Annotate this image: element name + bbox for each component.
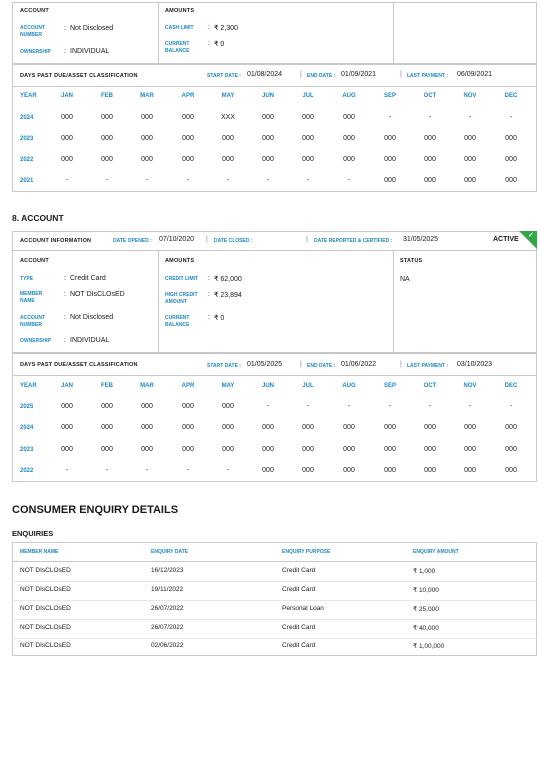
colon: :	[208, 314, 210, 321]
colon: :	[208, 24, 210, 31]
colon: :	[64, 275, 66, 282]
month-header: SEP	[383, 383, 396, 389]
member-name-label: MEMBER NAME	[20, 291, 43, 304]
dpd-cell: 000	[302, 114, 314, 121]
dpd-cell: 000	[343, 467, 355, 474]
dpd-cell: 000	[141, 403, 153, 410]
account-header: ACCOUNT	[20, 258, 49, 264]
enquiry-cell: NOT DIsCLOsED	[20, 642, 71, 649]
dpd-cell: -	[266, 177, 270, 184]
month-header: OCT	[423, 383, 437, 389]
dpd-cell: 000	[182, 156, 194, 163]
dpd-cell: 000	[222, 424, 234, 431]
dpd-cell: 000	[222, 446, 234, 453]
dpd-cell: -	[388, 403, 392, 410]
dpd-cell: -	[509, 114, 513, 121]
enquiry-cell: ₹ 10,000	[413, 587, 439, 594]
date-reported-label: DATE REPORTED & CERTIFIED :	[314, 238, 393, 244]
dpd-cell: -	[347, 177, 351, 184]
month-header: DEC	[504, 93, 518, 99]
amounts-header: AMOUNTS	[165, 8, 195, 14]
dpd-cell: 000	[464, 446, 476, 453]
dpd-cell: 000	[61, 403, 73, 410]
month-header: APR	[181, 383, 195, 389]
enquiry-cell: Credit Card	[282, 567, 316, 574]
last-payment-value: 03/10/2023	[457, 361, 493, 368]
month-header: FEB	[101, 383, 113, 389]
ownership-label: OWNERSHIP	[20, 338, 51, 344]
colon: :	[64, 291, 66, 298]
dpd-cell: 000	[141, 446, 153, 453]
dpd-cell: -	[226, 177, 230, 184]
dpd-cell: -	[186, 177, 190, 184]
colon: :	[208, 40, 210, 47]
year-label: 2025	[20, 404, 34, 410]
enquiry-cell: NOT DIsCLOsED	[20, 624, 71, 631]
dpd-cell: 000	[384, 135, 396, 142]
dpd-cell: 000	[302, 424, 314, 431]
amounts-header: AMOUNTS	[165, 258, 195, 264]
dpd-cell: 000	[141, 114, 153, 121]
high-credit-value: ₹ 23,894	[214, 292, 242, 299]
month-header: MAR	[140, 93, 154, 99]
dpd-cell: -	[105, 177, 109, 184]
start-date-label: START DATE :	[207, 73, 241, 79]
month-header: AUG	[342, 93, 356, 99]
date-opened-label: DATE OPENED :	[113, 238, 152, 244]
month-header: SEP	[383, 93, 396, 99]
cash-limit-label: CASH LIMIT	[165, 25, 194, 31]
month-header: NOV	[463, 383, 477, 389]
dpd-cell: XXX	[220, 114, 235, 121]
last-payment-label: LAST PAYMENT :	[407, 73, 449, 79]
month-header: MAY	[221, 93, 235, 99]
type-value: Credit Card	[70, 275, 106, 282]
year-label: 2023	[20, 447, 34, 453]
divider	[393, 250, 394, 353]
status-value: NA	[400, 276, 410, 283]
account-number-value: Not Disclosed	[70, 314, 114, 321]
divider	[12, 561, 537, 562]
year-header: YEAR	[20, 383, 37, 389]
dpd-cell: 000	[505, 446, 517, 453]
current-balance-label: CURRENT BALANCE	[165, 315, 190, 328]
end-date-value: 01/09/2021	[341, 71, 377, 78]
dpd-cell: -	[145, 467, 149, 474]
dpd-cell: 000	[505, 177, 517, 184]
dpd-cell: -	[509, 403, 513, 410]
divider	[12, 250, 537, 251]
member-name-value: NOT DIsCLOsED	[70, 291, 125, 298]
ownership-value: INDIVIDUAL	[70, 48, 110, 55]
dpd-cell: 000	[222, 156, 234, 163]
colon: :	[208, 291, 210, 298]
end-date-label: END DATE :	[307, 73, 336, 79]
month-header: JUN	[261, 93, 274, 99]
enquiry-column-header: ENQUIRY AMOUNT	[413, 549, 459, 555]
divider	[393, 2, 394, 64]
dpd-cell: -	[145, 177, 149, 184]
account-1-dpd-box	[12, 64, 537, 192]
enquiry-cell: ₹ 1,00,000	[413, 643, 445, 650]
colon: :	[64, 314, 66, 321]
dpd-cell: 000	[505, 135, 517, 142]
dpd-cell: 000	[61, 446, 73, 453]
enquiry-cell: Personal Loan	[282, 605, 324, 612]
year-header: YEAR	[20, 93, 37, 99]
dpd-cell: 000	[101, 135, 113, 142]
dpd-cell: 000	[101, 156, 113, 163]
separator: |	[300, 71, 302, 78]
separator: |	[306, 236, 308, 243]
year-label: 2022	[20, 157, 34, 163]
month-header: NOV	[463, 93, 477, 99]
dpd-cell: 000	[61, 135, 73, 142]
dpd-cell: -	[428, 403, 432, 410]
dpd-cell: 000	[61, 114, 73, 121]
dpd-cell: -	[347, 403, 351, 410]
dpd-cell: 000	[182, 114, 194, 121]
dpd-cell: 000	[141, 135, 153, 142]
cash-limit-value: ₹ 2,300	[214, 25, 238, 32]
enquiry-cell: 16/12/2023	[151, 567, 184, 574]
dpd-cell: 000	[262, 467, 274, 474]
enquiry-cell: ₹ 40,000	[413, 625, 439, 632]
dpd-cell: 000	[182, 446, 194, 453]
current-balance-label: CURRENT BALANCE	[165, 41, 190, 54]
month-header: MAY	[221, 383, 235, 389]
dpd-cell: 000	[424, 177, 436, 184]
account-number-label: ACCOUNT NUMBER	[20, 25, 45, 38]
month-header: DEC	[504, 383, 518, 389]
account-header: ACCOUNT	[20, 8, 49, 14]
dpd-cell: 000	[262, 424, 274, 431]
year-label: 2022	[20, 468, 34, 474]
type-label: TYPE	[20, 276, 34, 282]
dpd-cell: 000	[424, 424, 436, 431]
high-credit-label: HIGH CREDIT AMOUNT	[165, 292, 198, 305]
dpd-cell: -	[186, 467, 190, 474]
separator: |	[300, 361, 302, 368]
divider	[158, 2, 159, 64]
colon: :	[208, 275, 210, 282]
month-header: JUN	[261, 383, 274, 389]
start-date-value: 01/05/2025	[247, 361, 283, 368]
enquiries-subtitle: ENQUIRIES	[12, 529, 54, 538]
dpd-cell: 000	[464, 156, 476, 163]
dpd-cell: 000	[101, 424, 113, 431]
end-date-label: END DATE :	[307, 363, 336, 369]
dpd-cell: -	[105, 467, 109, 474]
dpd-title: DAYS PAST DUE/ASSET CLASSIFICATION	[20, 362, 138, 368]
enquiry-cell: NOT DIsCLOsED	[20, 605, 71, 612]
dpd-cell: 000	[505, 424, 517, 431]
check-icon: ✓	[528, 232, 534, 239]
dpd-cell: -	[468, 403, 472, 410]
month-header: JUL	[302, 383, 314, 389]
date-closed-label: DATE CLOSED :	[214, 238, 253, 244]
enquiry-column-header: ENQUIRY PURPOSE	[282, 549, 331, 555]
dpd-cell: 000	[262, 114, 274, 121]
dpd-cell: 000	[343, 135, 355, 142]
dpd-cell: 000	[61, 424, 73, 431]
dpd-cell: 000	[464, 135, 476, 142]
dpd-cell: 000	[384, 424, 396, 431]
dpd-cell: 000	[182, 424, 194, 431]
year-label: 2021	[20, 178, 34, 184]
dpd-cell: 000	[343, 446, 355, 453]
date-reported-value: 31/05/2025	[403, 236, 439, 243]
dpd-cell: 000	[222, 135, 234, 142]
month-header: OCT	[423, 93, 437, 99]
colon: :	[64, 25, 66, 32]
account-2-dpd-box	[12, 353, 537, 482]
end-date-value: 01/06/2022	[341, 361, 377, 368]
enquiry-column-header: ENQUIRY DATE	[151, 549, 189, 555]
dpd-cell: -	[65, 177, 69, 184]
enquiry-cell: 02/06/2022	[151, 642, 184, 649]
dpd-cell: 000	[384, 467, 396, 474]
row-divider	[12, 638, 537, 639]
dpd-cell: 000	[182, 403, 194, 410]
dpd-cell: 000	[222, 403, 234, 410]
dpd-title: DAYS PAST DUE/ASSET CLASSIFICATION	[20, 73, 138, 79]
enquiry-cell: 26/07/2022	[151, 624, 184, 631]
dpd-cell: 000	[262, 446, 274, 453]
dpd-cell: 000	[464, 424, 476, 431]
dpd-cell: 000	[464, 467, 476, 474]
colon: :	[64, 48, 66, 55]
account-information-label: ACCOUNT INFORMATION	[20, 238, 92, 244]
dpd-cell: -	[306, 177, 310, 184]
dpd-cell: 000	[343, 424, 355, 431]
dpd-cell: 000	[302, 446, 314, 453]
dpd-cell: 000	[343, 114, 355, 121]
enquiry-cell: 26/07/2022	[151, 605, 184, 612]
row-divider	[12, 619, 537, 620]
separator: |	[400, 361, 402, 368]
month-header: APR	[181, 93, 195, 99]
enquiry-cell: Credit Card	[282, 586, 316, 593]
dpd-cell: 000	[505, 467, 517, 474]
enquiry-cell: Credit Card	[282, 624, 316, 631]
dpd-cell: 000	[424, 446, 436, 453]
year-label: 2024	[20, 425, 34, 431]
dpd-cell: 000	[384, 177, 396, 184]
colon: :	[64, 337, 66, 344]
dpd-cell: 000	[302, 467, 314, 474]
dpd-cell: -	[65, 467, 69, 474]
current-balance-value: ₹ 0	[214, 315, 225, 322]
month-header: JAN	[60, 93, 73, 99]
dpd-cell: 000	[141, 424, 153, 431]
status-badge: ACTIVE	[493, 236, 519, 243]
dpd-cell: 000	[384, 446, 396, 453]
dpd-cell: 000	[302, 156, 314, 163]
dpd-cell: 000	[302, 135, 314, 142]
last-payment-value: 06/09/2021	[457, 71, 493, 78]
enquiry-section-title: CONSUMER ENQUIRY DETAILS	[12, 504, 179, 516]
enquiry-cell: 19/11/2022	[151, 586, 184, 593]
dpd-cell: 000	[101, 446, 113, 453]
start-date-value: 01/08/2024	[247, 71, 283, 78]
divider	[158, 250, 159, 353]
credit-limit-label: CREDIT LIMIT	[165, 276, 199, 282]
month-header: AUG	[342, 383, 356, 389]
enquiry-column-header: MEMBER NAME	[20, 549, 59, 555]
row-divider	[12, 581, 537, 582]
month-header: MAR	[140, 383, 154, 389]
dpd-cell: -	[468, 114, 472, 121]
credit-limit-value: ₹ 62,000	[214, 276, 242, 283]
current-balance-value: ₹ 0	[214, 41, 225, 48]
dpd-cell: 000	[61, 156, 73, 163]
dpd-cell: 000	[343, 156, 355, 163]
dpd-cell: 000	[424, 135, 436, 142]
account-number-label: ACCOUNT NUMBER	[20, 315, 45, 328]
separator: |	[400, 71, 402, 78]
dpd-cell: 000	[101, 403, 113, 410]
enquiry-cell: ₹ 1,000	[413, 568, 436, 575]
last-payment-label: LAST PAYMENT :	[407, 363, 449, 369]
date-opened-value: 07/10/2020	[159, 236, 195, 243]
divider	[12, 86, 537, 87]
separator: |	[206, 236, 208, 243]
month-header: JAN	[60, 383, 73, 389]
dpd-cell: 000	[464, 177, 476, 184]
dpd-cell: 000	[141, 156, 153, 163]
dpd-cell: 000	[262, 135, 274, 142]
year-label: 2023	[20, 136, 34, 142]
dpd-cell: -	[266, 403, 270, 410]
enquiry-cell: NOT DIsCLOsED	[20, 586, 71, 593]
section-title: 8. ACCOUNT	[12, 213, 64, 223]
month-header: JUL	[302, 93, 314, 99]
dpd-cell: 000	[262, 156, 274, 163]
dpd-cell: -	[428, 114, 432, 121]
status-header: STATUS	[400, 258, 423, 264]
dpd-cell: 000	[101, 114, 113, 121]
enquiry-cell: NOT DIsCLOsED	[20, 567, 71, 574]
row-divider	[12, 600, 537, 601]
account-number-value: Not Disclosed	[70, 25, 114, 32]
year-label: 2024	[20, 115, 34, 121]
dpd-cell: 000	[424, 467, 436, 474]
ownership-label: OWNERSHIP	[20, 49, 51, 55]
enquiry-cell: Credit Card	[282, 642, 316, 649]
divider	[12, 375, 537, 376]
start-date-label: START DATE :	[207, 363, 241, 369]
dpd-cell: -	[388, 114, 392, 121]
ownership-value: INDIVIDUAL	[70, 337, 110, 344]
dpd-cell: -	[306, 403, 310, 410]
dpd-cell: 000	[505, 156, 517, 163]
month-header: FEB	[101, 93, 113, 99]
dpd-cell: 000	[424, 156, 436, 163]
enquiry-cell: ₹ 25,000	[413, 606, 439, 613]
dpd-cell: 000	[384, 156, 396, 163]
dpd-cell: 000	[182, 135, 194, 142]
dpd-cell: -	[226, 467, 230, 474]
